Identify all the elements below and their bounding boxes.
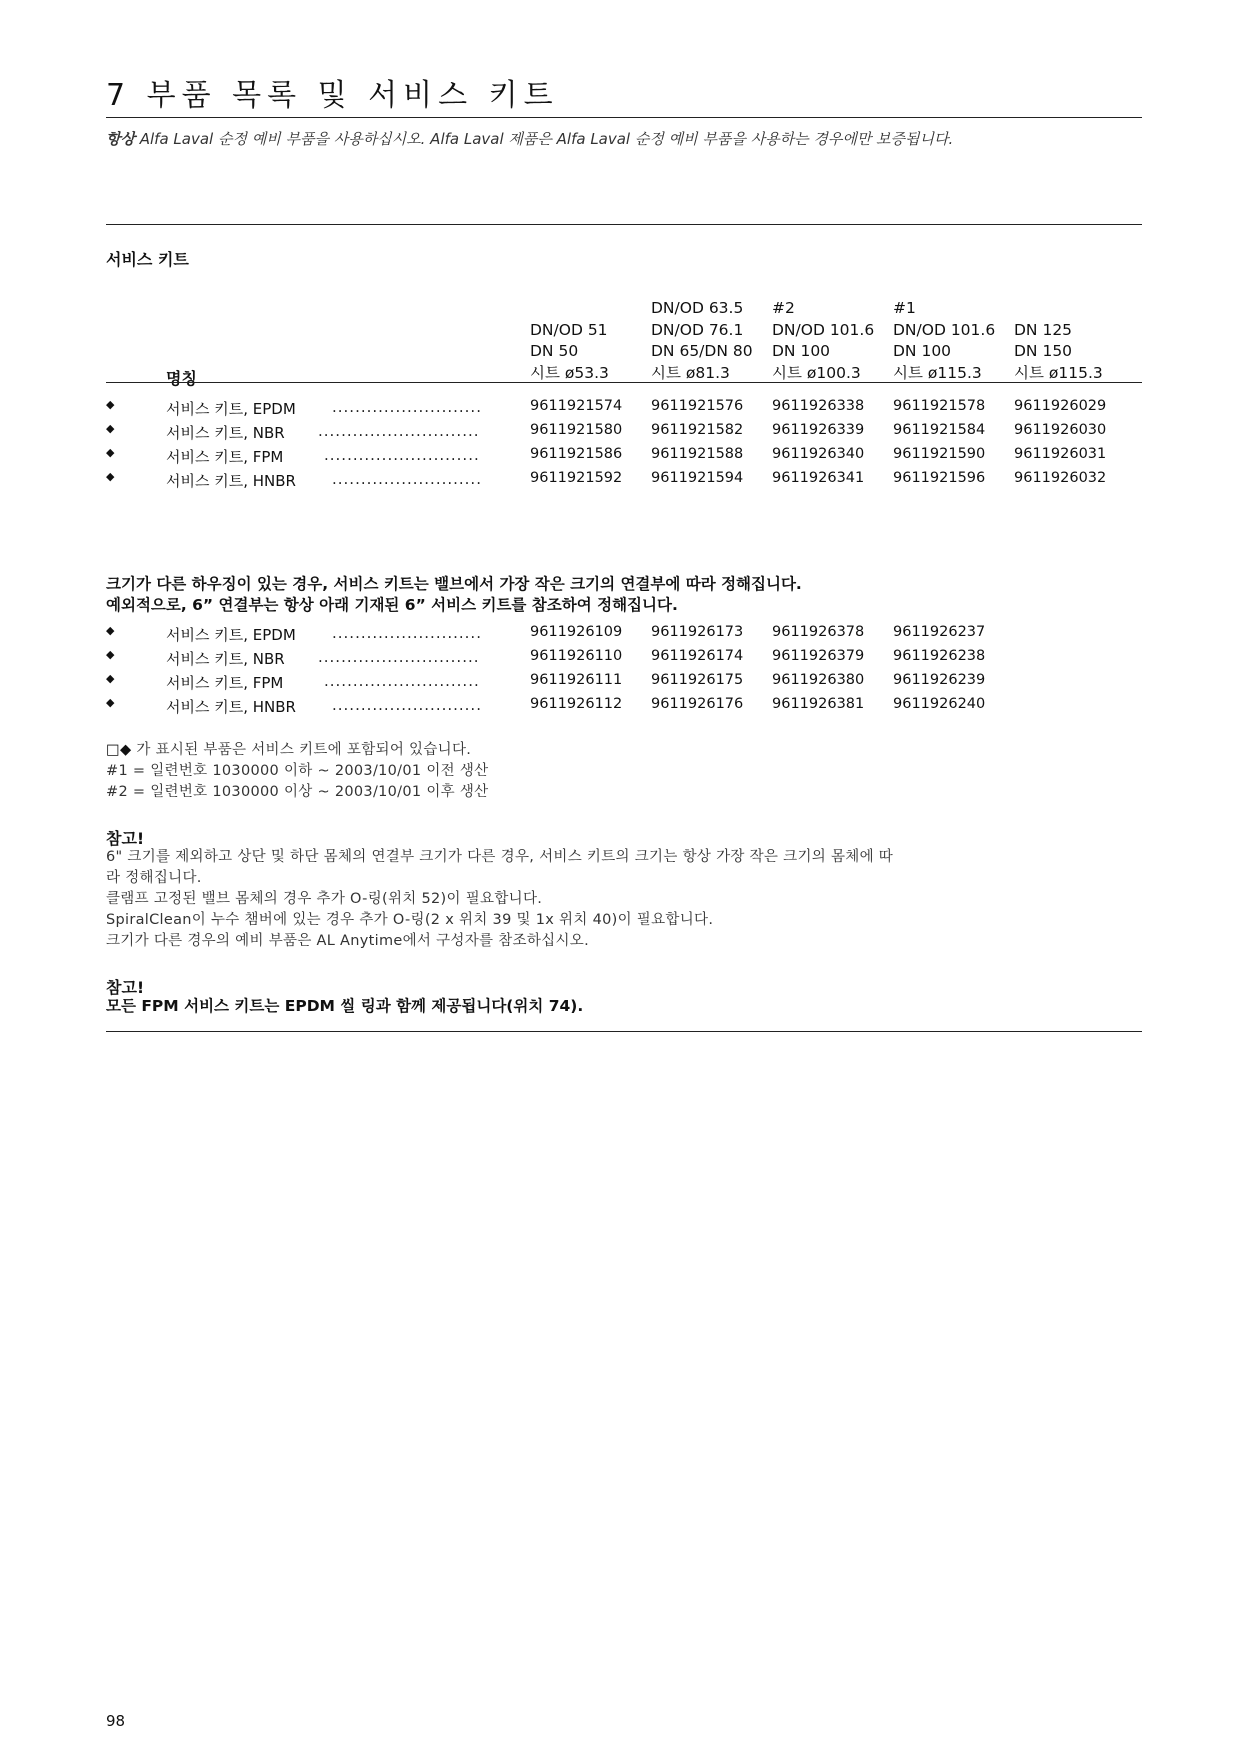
leader-dots: .......................... xyxy=(332,696,482,714)
table-row xyxy=(106,624,1142,648)
part-number: 9611921584 xyxy=(893,422,986,438)
leader-dots: .......................... xyxy=(332,624,482,642)
bullet-icon: ◆ xyxy=(106,696,115,709)
leader-dots: .......................... xyxy=(332,470,482,488)
part-number: 9611926238 xyxy=(893,648,986,664)
section-title: 서비스 키트 xyxy=(106,250,189,269)
bullet-icon: ◆ xyxy=(106,672,115,685)
title-divider xyxy=(106,117,1142,118)
row-name: 서비스 키트, FPM xyxy=(166,448,284,466)
bullet-icon: ◆ xyxy=(106,624,115,637)
row-name: 서비스 키트, NBR xyxy=(166,650,285,668)
column-header-line: DN 65/DN 80 xyxy=(651,342,753,360)
column-header-line: 시트 ø100.3 xyxy=(772,363,861,382)
note-heading: 참고! xyxy=(106,829,145,848)
part-number: 9611926111 xyxy=(530,672,623,688)
part-number: 9611926379 xyxy=(772,648,865,664)
column-header-2 xyxy=(651,298,753,384)
part-number: 9611921592 xyxy=(530,470,623,486)
part-number: 9611926029 xyxy=(1014,398,1107,414)
column-header-line: DN/OD 63.5 xyxy=(651,299,744,317)
part-number: 9611926378 xyxy=(772,624,865,640)
row-name: 서비스 키트, HNBR xyxy=(166,472,296,490)
bottom-divider xyxy=(106,1031,1142,1032)
row-name: 서비스 키트, EPDM xyxy=(166,626,296,644)
table-row xyxy=(106,672,1142,696)
note-line: 클램프 고정된 밸브 몸체의 경우 추가 O-링(위치 52)이 필요합니다. xyxy=(106,891,543,907)
part-number: 9611926173 xyxy=(651,624,744,640)
leader-dots: ........................... xyxy=(324,672,480,690)
legend-text: 가 표시된 부품은 서비스 키트에 포함되어 있습니다. xyxy=(131,742,472,758)
column-header-line: 시트 ø53.3 xyxy=(530,363,609,382)
page-title: 7 부품 목록 및 서비스 키트 xyxy=(106,78,559,113)
note-line: 6" 크기를 제외하고 상단 및 하단 몸체의 연결부 크기가 다른 경우, 서비스 키트의 크기는 항상 가장 작은 크기의 몸체에 따 xyxy=(106,849,894,865)
part-number: 9611926237 xyxy=(893,624,986,640)
column-header-line: DN/OD 101.6 xyxy=(893,320,996,339)
note-line: SpiralClean이 누수 챔버에 있는 경우 추가 O-링(2 x 위치 39 및 1x 위치 40)이 필요합니다. xyxy=(106,912,714,928)
column-header-line: #1 xyxy=(893,299,916,317)
column-header-line: #2 xyxy=(772,299,795,317)
column-header-line xyxy=(1014,298,1103,320)
part-number: 9611926109 xyxy=(530,624,623,640)
part-number: 9611921580 xyxy=(530,422,623,438)
part-number: 9611921578 xyxy=(893,398,986,414)
part-number: 9611926031 xyxy=(1014,446,1107,462)
row-name: 서비스 키트, EPDM xyxy=(166,400,296,418)
kit-symbol-icon: □◆ xyxy=(106,742,132,758)
column-header-line: DN/OD 76.1 xyxy=(651,320,744,339)
part-number: 9611926110 xyxy=(530,648,623,664)
part-number: 9611926381 xyxy=(772,696,865,712)
column-header-4 xyxy=(893,298,995,384)
column-header-line: DN 100 xyxy=(772,342,831,360)
column-header-line: DN 50 xyxy=(530,342,579,360)
part-number: 9611921574 xyxy=(530,398,623,414)
table-row xyxy=(106,422,1142,446)
different-size-note xyxy=(106,574,802,616)
column-header-line: DN/OD 51 xyxy=(530,320,608,339)
part-number: 9611926176 xyxy=(651,696,744,712)
column-header-line: DN 125 xyxy=(1014,320,1073,339)
page-number: 98 xyxy=(106,1712,126,1730)
column-header-line: 시트 ø115.3 xyxy=(1014,363,1103,382)
section-divider xyxy=(106,224,1142,225)
column-header-line: DN 150 xyxy=(1014,342,1073,360)
table-row xyxy=(106,470,1142,494)
note-line: 크기가 다른 경우의 예비 부품은 AL Anytime에서 구성자를 참조하십시오. xyxy=(106,933,590,949)
part-number: 9611921590 xyxy=(893,446,986,462)
part-number: 9611921586 xyxy=(530,446,623,462)
column-header-line xyxy=(530,298,609,320)
part-number: 9611926175 xyxy=(651,672,744,688)
table-header-divider xyxy=(106,382,1142,383)
table-row xyxy=(106,398,1142,422)
row-name: 서비스 키트, HNBR xyxy=(166,698,296,716)
leader-dots: ............................ xyxy=(318,422,480,440)
note-heading: 참고! xyxy=(106,978,145,997)
part-number: 9611926032 xyxy=(1014,470,1107,486)
note-line: 크기가 다른 하우징이 있는 경우, 서비스 키트는 밸브에서 가장 작은 크기의 연결부에 따라 정해집니다. xyxy=(106,575,802,593)
leader-dots: ............................ xyxy=(318,648,480,666)
bullet-icon: ◆ xyxy=(106,446,115,459)
table-row xyxy=(106,446,1142,470)
part-number: 9611921588 xyxy=(651,446,744,462)
legend-line xyxy=(106,740,488,761)
part-number: 9611926338 xyxy=(772,398,865,414)
leader-dots: ........................... xyxy=(324,446,480,464)
row-name: 서비스 키트, NBR xyxy=(166,424,285,442)
bullet-icon: ◆ xyxy=(106,470,115,483)
subtitle-text: Alfa Laval 순정 예비 부품을 사용하십시오. Alfa Laval 제품은 Alfa Laval 순정 예비 부품을 사용하는 경우에만 보증됩니다. xyxy=(134,130,954,148)
page-subtitle xyxy=(106,128,953,149)
part-number: 9611926340 xyxy=(772,446,865,462)
note-line: 예외적으로, 6” 연결부는 항상 아래 기재된 6” 서비스 키트를 참조하여 정해집니다. xyxy=(106,596,678,614)
leader-dots: .......................... xyxy=(332,398,482,416)
column-header-5 xyxy=(1014,298,1103,384)
column-header-line: DN/OD 101.6 xyxy=(772,320,875,339)
part-number: 9611926239 xyxy=(893,672,986,688)
part-number: 9611926030 xyxy=(1014,422,1107,438)
column-header-line: 시트 ø81.3 xyxy=(651,363,730,382)
part-number: 9611926112 xyxy=(530,696,623,712)
bullet-icon: ◆ xyxy=(106,648,115,661)
bullet-icon: ◆ xyxy=(106,398,115,411)
legend-line: #2 = 일련번호 1030000 이상 ~ 2003/10/01 이후 생산 xyxy=(106,784,489,800)
part-number: 9611921594 xyxy=(651,470,744,486)
part-number: 9611926174 xyxy=(651,648,744,664)
row-name: 서비스 키트, FPM xyxy=(166,674,284,692)
part-number: 9611926339 xyxy=(772,422,865,438)
column-header-line: DN 100 xyxy=(893,342,952,360)
column-header-line: 시트 ø115.3 xyxy=(893,363,982,382)
legend-line: #1 = 일련번호 1030000 이하 ~ 2003/10/01 이전 생산 xyxy=(106,763,489,779)
subtitle-lead: 항상 xyxy=(106,130,135,148)
column-header-3 xyxy=(772,298,874,384)
table-row xyxy=(106,696,1142,720)
legend xyxy=(106,740,488,803)
part-number: 9611926341 xyxy=(772,470,865,486)
column-header-1 xyxy=(530,298,609,384)
table-row xyxy=(106,648,1142,672)
part-number: 9611926380 xyxy=(772,672,865,688)
name-column-header: 명칭 xyxy=(166,369,197,388)
part-number: 9611926240 xyxy=(893,696,986,712)
fpm-note: 모든 FPM 서비스 키트는 EPDM 씰 링과 함께 제공됩니다(위치 74). xyxy=(106,997,584,1015)
part-number: 9611921582 xyxy=(651,422,744,438)
note-line: 라 정해집니다. xyxy=(106,870,202,886)
part-number: 9611921576 xyxy=(651,398,744,414)
part-number: 9611921596 xyxy=(893,470,986,486)
note-body xyxy=(106,847,893,952)
bullet-icon: ◆ xyxy=(106,422,115,435)
